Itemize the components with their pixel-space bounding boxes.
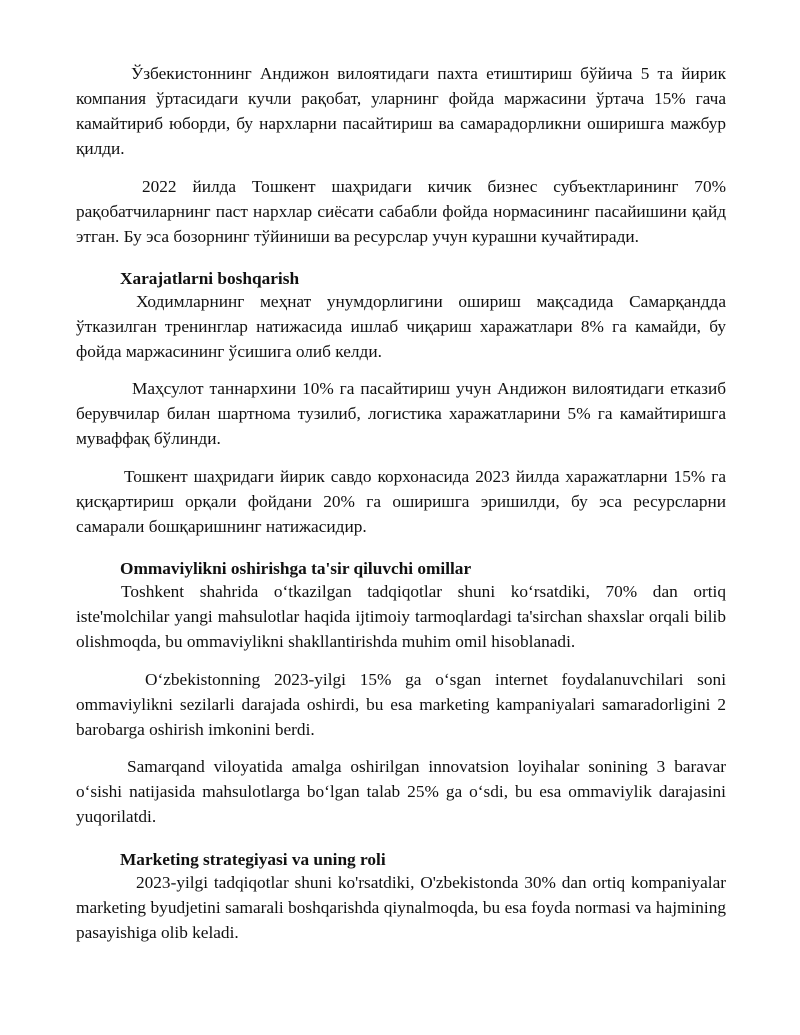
section-heading: Ommaviylikni oshirishga ta'sir qiluvchi omillar bbox=[120, 559, 472, 578]
paragraph: Ходимларнинг меҳнат унумдорлигини ошириш мақсадида Самарқандда ўтказилган тренинглар натижасида ишлаб чиқариш харажатлари 8% га камайди, бу фойда маржасининг ўсишига олиб келди. bbox=[76, 292, 726, 361]
paragraph: Тошкент шаҳридаги йирик савдо корхонасида 2023 йилда харажатларни 15% га қисқартириш орқали фойдани 20% га оширишга эришилди, бу эса ресурсларни самарали бошқаришнинг натижасидир. bbox=[76, 467, 726, 536]
paragraph: Маҳсулот таннархини 10% га пасайтириш учун Андижон вилоятидаги етказиб берувчилар билан шартнома тузилиб, логистика харажатларини 5% га камайтиришга муваффақ бўлинди. bbox=[76, 379, 726, 448]
paragraph: Oʻzbekistonning 2023-yilgi 15% ga oʻsgan internet foydalanuvchilari soni ommaviylikni sezilarli darajada oshirdi, bu esa marketing kampaniyalari samaradorligini 2 barobarga oshirish imkonini berdi. bbox=[76, 670, 726, 739]
section-heading: Marketing strategiyasi va uning roli bbox=[120, 850, 386, 869]
paragraph: 2022 йилда Тошкент шаҳридаги кичик бизнес субъектларининг 70% рақобатчиларнинг паст нархлар сиёсати сабабли фойда нормасининг пасайишини қайд этган. Бу эса бозорнинг тўйиниши ва ресурслар учун курашни кучайтиради. bbox=[76, 177, 726, 246]
paragraph: Samarqand viloyatida amalga oshirilgan innovatsion loyihalar sonining 3 baravar oʻsishi natijasida mahsulotlarga boʻlgan talab 25% ga oʻsdi, bu esa ommaviylik darajasini yuqorilatdi. bbox=[76, 757, 726, 826]
paragraph: 2023-yilgi tadqiqotlar shuni ko'rsatdiki, O'zbekistonda 30% dan ortiq kompaniyalar marketing byudjetini samarali boshqarishda qiynalmoqda, bu esa foyda normasi va hajmining pasayishiga olib keladi. bbox=[76, 873, 726, 942]
paragraph: Ўзбекистоннинг Андижон вилоятидаги пахта етиштириш бўйича 5 та йирик компания ўртасидаги кучли рақобат, уларнинг фойда маржасини ўртача 15% гача камайтириб юборди, бу нархларни пасайтириш ва самарадорликни оширишга мажбур қилди. bbox=[76, 64, 726, 158]
section-heading: Xarajatlarni boshqarish bbox=[120, 269, 300, 288]
paragraph: Toshkent shahrida oʻtkazilgan tadqiqotlar shuni koʻrsatdiki, 70% dan ortiq iste'molchilar yangi mahsulotlar haqida ijtimoiy tarmoqlardagi ta'sirchan shaxslar orqali bilib olishmoqda, bu ommaviylikni shakllantirishda muhim omil hisoblanadi. bbox=[76, 582, 726, 651]
